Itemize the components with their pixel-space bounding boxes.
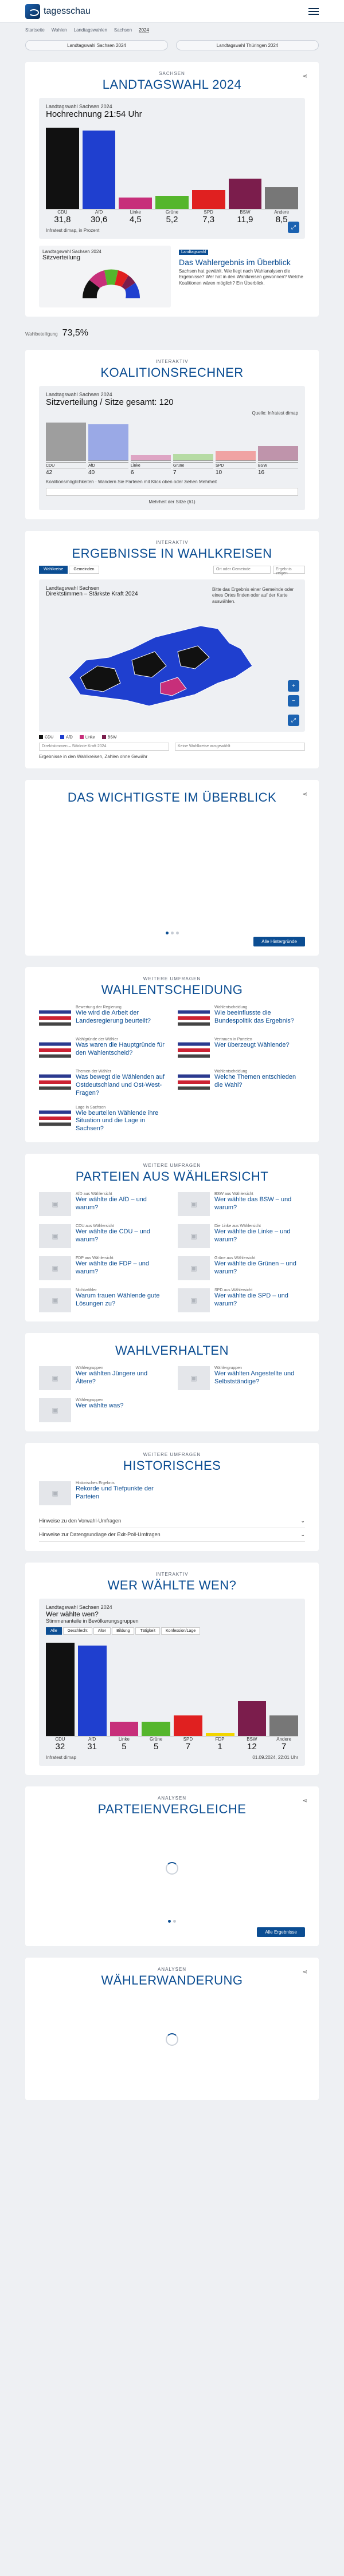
teaser-tile[interactable] <box>178 1037 305 1062</box>
breadcrumb-item[interactable]: Wahlen <box>51 27 67 33</box>
teaser-tile[interactable] <box>178 1070 305 1097</box>
section-title: WER WÄHLTE WEN? <box>107 1577 237 1592</box>
overview-teaser[interactable] <box>179 246 305 307</box>
tile-kicker: Themen der Wähler <box>76 1070 111 1074</box>
turnout-value: 73,5% <box>62 328 89 338</box>
party-value: 7 <box>281 1741 287 1751</box>
group-tabs <box>46 1627 298 1635</box>
teaser-tile[interactable] <box>178 1005 305 1029</box>
image-placeholder-icon: ▣ <box>178 1366 210 1390</box>
section-title: PARTEIENVERGLEICHE <box>97 1801 247 1816</box>
tile-title[interactable]: Wer wählte die CDU – und warum? <box>76 1228 151 1243</box>
party-label <box>229 210 262 224</box>
projection-source: Infratest dimap, in Prozent <box>46 228 100 233</box>
chart-thumbnail <box>39 1037 71 1062</box>
party-bar-fill <box>46 128 79 209</box>
party-value: 8,5 <box>275 215 288 224</box>
party-value: 11,9 <box>237 215 253 224</box>
map-mode-select[interactable]: Direktstimmen – Stärkste Kraft 2024 <box>39 743 169 751</box>
results-card <box>25 62 319 317</box>
section-title: LANDTAGSWAHL 2024 <box>102 77 242 92</box>
legend-swatch <box>80 735 84 739</box>
accordion-item[interactable]: Hinweise zur Datengrundlage der Exit-Poll-Umfragen ⌄ <box>39 1528 305 1542</box>
accordion-item[interactable]: Hinweise zu den Vorwahl-Umfragen ⌄ <box>39 1514 305 1528</box>
tile-kicker: Bewertung der Regierung <box>76 1005 122 1010</box>
who-voted-panel <box>39 1599 305 1766</box>
carousel-dots[interactable] <box>39 1920 305 1923</box>
party-label <box>46 210 79 224</box>
tile-title[interactable]: Wer wählte die AfD – und warum? <box>76 1196 147 1211</box>
party-bar <box>269 1715 298 1736</box>
party-name: Grüne <box>165 210 179 215</box>
teaser-text: Sachsen hat gewählt. Wie liegt nach Wahlanalysen die Ergebnisse? Wer hat in den Wahlkreisen gewonnen? Welche Koalitionen wären möglich? Ein Überblick. <box>179 269 303 286</box>
coalition-card <box>25 350 319 519</box>
party-bar-fill <box>78 1646 107 1736</box>
legend-swatch <box>39 735 43 739</box>
section-title: WAHLVERHALTEN <box>115 1343 229 1358</box>
legend-swatch <box>102 735 106 739</box>
image-placeholder-icon: ▣ <box>39 1481 71 1505</box>
party-bar-fill <box>206 1733 234 1736</box>
chart-thumbnail <box>39 1106 71 1130</box>
history-card <box>25 1443 319 1551</box>
image-placeholder-icon: ▣ <box>178 1224 210 1248</box>
party-name: BSW <box>240 210 251 215</box>
image-placeholder-icon: ▣ <box>178 1288 210 1312</box>
seat-box-subtitle: Landtagswahl Sachsen 2024 <box>42 249 101 254</box>
party-name: Grüne <box>150 1736 163 1742</box>
party-label <box>238 1737 267 1751</box>
turnout <box>0 328 344 350</box>
tile-kicker: Grüne aus Wählersicht <box>214 1256 256 1260</box>
party-name: BSW <box>247 1736 257 1742</box>
who-voted-date: 01.09.2024, 22:01 Uhr <box>252 1754 298 1760</box>
share-icon[interactable]: ⋖ <box>302 1969 307 1975</box>
tile-title[interactable]: Wer wählten Jüngere und Ältere? <box>76 1370 148 1385</box>
party-bar <box>174 1715 202 1736</box>
map-panel <box>39 579 305 732</box>
map-legend <box>39 735 305 739</box>
tile-title[interactable]: Wie beurteilen Wählende ihre Situation und die Lage in Sachsen? <box>76 1109 159 1133</box>
tile-title[interactable]: Wer wählte die Grünen – und warum? <box>214 1260 296 1275</box>
coalition-panel <box>39 386 305 510</box>
panel-title: Sitzverteilung / Sitze gesamt: 120 <box>46 397 174 407</box>
party-bar-fill <box>46 1643 75 1736</box>
party-label <box>46 1737 75 1751</box>
seat-label: CDU 42 <box>46 460 86 476</box>
party-bar-fill <box>174 1715 202 1736</box>
party-value: 7 <box>185 1741 191 1751</box>
tile-title[interactable]: Wer wählte die FDP – und warum? <box>76 1260 149 1275</box>
all-backgrounds-button[interactable]: Alle Hintergründe <box>253 937 305 946</box>
party-bar-fill <box>229 179 262 209</box>
party-bar <box>46 1643 75 1736</box>
image-placeholder-icon: ▣ <box>178 1192 210 1216</box>
map-note: Bitte das Ergebnis einer Gemeinde oder eines Ortes finden oder auf der Karte auswählen. <box>212 587 294 604</box>
teaser-tile[interactable] <box>178 1288 305 1312</box>
comparison-card <box>25 1786 319 1946</box>
tile-kicker: AfD aus Wählersicht <box>76 1192 112 1196</box>
election-select-thueringen[interactable]: Landtagswahl Thüringen 2024 <box>176 40 319 50</box>
party-label <box>142 1737 170 1751</box>
section-title: KOALITIONSRECHNER <box>100 365 244 380</box>
party-label <box>269 1737 298 1751</box>
section-kicker: WEITERE UMFRAGEN <box>143 1162 201 1168</box>
section-title: ERGEBNISSE IN WAHLKREISEN <box>72 546 272 561</box>
party-bar <box>142 1722 170 1736</box>
party-bar-fill <box>238 1701 267 1736</box>
expand-icon[interactable]: ⤢ <box>288 222 299 233</box>
tile-title[interactable]: Wer wählte das BSW – und warum? <box>214 1196 292 1211</box>
seat-label: BSW 16 <box>258 460 298 476</box>
party-value: 5,2 <box>166 215 178 224</box>
map-district-select[interactable]: Keine Wahlkreise ausgewählt <box>175 743 305 751</box>
party-bar <box>229 179 262 209</box>
breadcrumb-item[interactable]: Startseite <box>25 27 45 33</box>
seat-label: Grüne 7 <box>173 460 213 476</box>
seat-bar <box>216 451 256 460</box>
loading-area <box>39 1988 305 2091</box>
decision-grid <box>39 1005 305 1133</box>
party-name: AfD <box>95 210 103 215</box>
seat-half-donut <box>42 261 167 301</box>
tile-title[interactable]: Wie wird die Arbeit der Landesregierung beurteilt? <box>76 1009 151 1025</box>
group-tab[interactable]: Bildung <box>112 1627 134 1635</box>
teaser-tile[interactable] <box>178 1256 305 1280</box>
teaser-tile[interactable] <box>39 1398 166 1422</box>
share-icon[interactable]: ⋖ <box>302 791 307 798</box>
party-name: Linke <box>130 210 141 215</box>
image-placeholder-icon: ▣ <box>39 1398 71 1422</box>
group-tab[interactable]: Alter <box>93 1627 111 1635</box>
tile-kicker: Wahlgründe der Wähler <box>76 1037 118 1042</box>
chart-thumbnail <box>39 1070 71 1094</box>
who-voted-bars <box>46 1639 298 1737</box>
tile-kicker: Wählergruppen <box>214 1366 242 1370</box>
section-title: HISTORISCHES <box>123 1458 221 1473</box>
map-search-input[interactable]: Ort oder Gemeinde <box>213 566 271 574</box>
seat-bar <box>46 423 86 460</box>
teaser-tile[interactable] <box>178 1224 305 1248</box>
tile-kicker: FDP aus Wählersicht <box>76 1256 114 1260</box>
party-bar-fill <box>269 1715 298 1736</box>
seat-distribution-box[interactable] <box>39 246 171 307</box>
notes-accordion <box>39 1514 305 1542</box>
map-footer: Ergebnisse in den Wahlkreisen, Zahlen ohne Gewähr <box>39 754 148 760</box>
party-name: SPD <box>183 1736 193 1742</box>
teaser-tile[interactable] <box>39 1224 166 1248</box>
history-tile[interactable] <box>39 1481 166 1505</box>
party-bar <box>119 198 152 209</box>
breadcrumb <box>0 23 344 35</box>
party-bar <box>155 196 189 209</box>
section-kicker: ANALYSEN <box>157 1795 187 1801</box>
seat-label: SPD 10 <box>216 460 256 476</box>
highlights-carousel[interactable] <box>39 805 305 937</box>
section-kicker: WEITERE UMFRAGEN <box>143 976 201 982</box>
party-bar <box>46 128 79 209</box>
teaser-tile[interactable] <box>178 1192 305 1216</box>
tile-title[interactable]: Wer wählte was? <box>76 1402 124 1409</box>
party-bar <box>238 1701 267 1736</box>
tile-title[interactable]: Rekorde und Tiefpunkte der Parteien <box>76 1485 154 1500</box>
zoom-out-icon[interactable]: − <box>288 695 299 707</box>
tab-gemeinden[interactable]: Gemeinden <box>69 566 99 574</box>
party-value: 30,6 <box>90 215 108 224</box>
decision-card <box>25 967 319 1142</box>
tile-kicker: Wählergruppen <box>76 1398 103 1402</box>
loading-spinner-icon <box>166 1862 178 1875</box>
seat-bar <box>131 455 171 460</box>
section-kicker: INTERAKTIV <box>155 359 189 364</box>
panel-subtitle: Landtagswahl Sachsen 2024 <box>46 104 112 109</box>
party-label <box>174 1737 202 1751</box>
party-name: AfD <box>88 1736 96 1742</box>
map-selects <box>39 743 305 751</box>
breadcrumb-item[interactable]: Landtagswahlen <box>73 27 107 33</box>
party-name: FDP <box>215 1736 225 1742</box>
turnout-label: Wahlbeteiligung <box>25 332 58 337</box>
teaser-tile[interactable] <box>39 1106 166 1133</box>
panel-subtitle-2: Stimmenanteile in Bevölkerungsgruppen <box>46 1618 139 1624</box>
tile-kicker: Lage in Sachsen <box>76 1105 106 1110</box>
teaser-tile[interactable] <box>39 1366 166 1390</box>
parties-card <box>25 1154 319 1321</box>
tile-title[interactable]: Wer wählte die SPD – und warum? <box>214 1292 288 1307</box>
teaser-badge: Landtagswahl <box>179 250 208 255</box>
parties-grid <box>39 1192 305 1312</box>
loading-spinner-icon <box>166 2033 178 2046</box>
legend-swatch <box>60 735 64 739</box>
coalition-dropzone[interactable] <box>46 488 298 496</box>
tile-kicker: Wählergruppen <box>76 1366 103 1370</box>
expand-icon[interactable]: ⤢ <box>288 715 299 726</box>
tab-wahlkreise[interactable]: Wahlkreise <box>39 566 68 574</box>
share-icon[interactable]: ⋖ <box>302 1797 307 1804</box>
who-voted-labels <box>46 1737 298 1751</box>
party-bar <box>110 1722 139 1736</box>
chart-thumbnail <box>178 1037 210 1062</box>
party-value: 32 <box>55 1741 65 1751</box>
site-header <box>0 0 344 23</box>
party-name: CDU <box>55 1736 65 1742</box>
party-label <box>110 1737 139 1751</box>
party-bar-fill <box>119 198 152 209</box>
tile-title[interactable]: Welche Themen entschieden die Wahl? <box>214 1074 296 1089</box>
teaser-tile[interactable] <box>39 1288 166 1312</box>
teaser-tile[interactable] <box>39 1192 166 1216</box>
coalition-labels <box>46 460 298 476</box>
teaser-tile[interactable] <box>39 1037 166 1062</box>
section-kicker: SACHSEN <box>159 71 185 76</box>
tile-kicker: Historisches Ergebnis <box>76 1481 115 1485</box>
highlights-card <box>25 780 319 956</box>
tile-title[interactable]: Wie beeinflusste die Bundespolitik das Ergebnis? <box>214 1009 294 1025</box>
seat-bar <box>258 446 298 460</box>
teaser-tile[interactable] <box>39 1256 166 1280</box>
party-value: 4,5 <box>129 215 142 224</box>
party-bar <box>78 1646 107 1736</box>
all-results-button[interactable]: Alle Ergebnisse <box>257 1927 305 1937</box>
constituency-map[interactable] <box>46 597 315 723</box>
group-tab[interactable]: Geschlecht <box>63 1627 92 1635</box>
panel-title: Wer wählte wen? <box>46 1609 99 1618</box>
party-label <box>206 1737 234 1751</box>
legend-item: BSW <box>102 735 117 739</box>
panel-title: Hochrechnung 21:54 Uhr <box>46 109 142 119</box>
chart-thumbnail <box>178 1070 210 1094</box>
carousel-dots[interactable] <box>166 932 179 934</box>
party-value: 31 <box>87 1741 97 1751</box>
panel-subtitle: Landtagswahl Sachsen <box>46 585 100 591</box>
section-kicker: INTERAKTIV <box>155 540 189 545</box>
projection-labels <box>46 210 298 224</box>
image-placeholder-icon: ▣ <box>39 1366 71 1390</box>
section-title: WAHLENTSCHEIDUNG <box>101 983 243 997</box>
panel-title: Direktstimmen – Stärkste Kraft 2024 <box>46 591 138 597</box>
tile-kicker: Nichtwähler <box>76 1288 97 1292</box>
party-label <box>78 1737 107 1751</box>
projection-panel <box>39 98 305 239</box>
loading-area <box>39 1817 305 1920</box>
tile-title[interactable]: Was waren die Hauptgründe für den Wahlentscheid? <box>76 1042 165 1057</box>
party-label <box>155 210 189 224</box>
chevron-down-icon: ⌄ <box>300 1531 305 1537</box>
behaviour-card <box>25 1333 319 1431</box>
menu-icon[interactable] <box>308 8 319 15</box>
party-value: 5 <box>153 1741 159 1751</box>
teaser-title[interactable]: Das Wahlergebnis im Überblick <box>179 258 291 267</box>
party-bar <box>192 190 225 209</box>
section-kicker: WEITERE UMFRAGEN <box>143 1451 201 1457</box>
party-bar <box>206 1733 234 1736</box>
image-placeholder-icon: ▣ <box>39 1256 71 1280</box>
constituency-card <box>25 531 319 768</box>
coalition-source: Quelle: Infratest dimap <box>252 411 298 416</box>
party-value: 12 <box>247 1741 257 1751</box>
party-value: 7,3 <box>202 215 215 224</box>
party-value: 31,8 <box>54 215 71 224</box>
party-name: Andere <box>274 210 290 215</box>
tile-kicker: SPD aus Wählersicht <box>214 1288 253 1292</box>
tile-kicker: Wahlentscheidung <box>214 1070 248 1074</box>
party-label <box>83 210 116 224</box>
migration-card <box>25 1958 319 2100</box>
who-voted-card <box>25 1563 319 1775</box>
map-search-button[interactable]: Ergebnis zeigen <box>273 566 305 574</box>
zoom-in-icon[interactable]: + <box>288 680 299 692</box>
map-controls <box>39 566 305 574</box>
tile-title[interactable]: Wer wählten Angestellte und Selbstständige? <box>214 1370 295 1385</box>
legend-item: CDU <box>39 735 53 739</box>
teaser-tile[interactable] <box>39 1070 166 1097</box>
group-tab[interactable]: Tätigkeit <box>135 1627 159 1635</box>
seat-label: AfD 40 <box>88 460 128 476</box>
chevron-down-icon: ⌄ <box>300 1517 305 1524</box>
election-selects <box>0 35 344 62</box>
section-title: WÄHLERWANDERUNG <box>101 1973 243 1987</box>
legend-item: AfD <box>60 735 73 739</box>
party-bar-fill <box>83 131 116 209</box>
chart-thumbnail <box>178 1005 210 1029</box>
seat-bar <box>173 454 213 460</box>
party-bar <box>83 131 116 209</box>
coalition-hint: Koalitionsmöglichkeiten · Wandern Sie Parteien mit Klick oben oder ziehen Mehrheit <box>46 479 217 484</box>
party-bar-fill <box>142 1722 170 1736</box>
projection-bars <box>46 124 298 210</box>
panel-subtitle: Landtagswahl Sachsen 2024 <box>46 1604 112 1610</box>
behaviour-grid <box>39 1366 305 1422</box>
tile-title[interactable]: Warum trauen Wählende gute Lösungen zu? <box>76 1292 160 1307</box>
logo-icon <box>25 4 40 19</box>
section-title: DAS WICHTIGSTE IM ÜBERBLICK <box>67 790 277 805</box>
image-placeholder-icon: ▣ <box>39 1288 71 1312</box>
party-name: CDU <box>57 210 68 215</box>
party-label <box>192 210 225 224</box>
section-title: PARTEIEN AUS WÄHLERSICHT <box>75 1169 269 1184</box>
breadcrumb-current: 2024 <box>139 27 149 33</box>
group-tab[interactable]: Konfession/Lage <box>161 1627 200 1635</box>
tile-title[interactable]: Wer überzeugt Wählende? <box>214 1042 290 1049</box>
image-placeholder-icon: ▣ <box>39 1192 71 1216</box>
group-tab[interactable]: Alle <box>46 1627 62 1635</box>
tile-kicker: Wahlentscheidung <box>214 1005 248 1010</box>
party-bar-fill <box>192 190 225 209</box>
election-select-sachsen[interactable]: Landtagswahl Sachsen 2024 <box>25 40 168 50</box>
party-value: 5 <box>122 1741 127 1751</box>
brand-name: tagesschau <box>44 6 91 16</box>
party-name: Linke <box>118 1736 130 1742</box>
seat-label: Linke 6 <box>131 460 171 476</box>
chart-thumbnail <box>39 1005 71 1029</box>
teaser-tile[interactable] <box>178 1366 305 1390</box>
seat-box-title: Sitzverteilung <box>42 254 81 261</box>
tile-kicker: CDU aus Wählersicht <box>76 1224 114 1228</box>
majority-label: Mehrheit der Sitze (61) <box>148 499 196 504</box>
party-name: Andere <box>276 1736 292 1742</box>
party-value: 1 <box>217 1741 222 1751</box>
party-bar-fill <box>265 187 298 209</box>
tile-kicker: Die Linke aus Wählersicht <box>214 1224 261 1228</box>
party-bar-fill <box>110 1722 139 1736</box>
legend-item: Linke <box>80 735 95 739</box>
image-placeholder-icon: ▣ <box>178 1256 210 1280</box>
tile-title[interactable]: Wer wählte die Linke – und warum? <box>214 1228 291 1243</box>
who-voted-source: Infratest dimap <box>46 1754 76 1760</box>
party-bar <box>265 187 298 209</box>
panel-subtitle: Landtagswahl Sachsen 2024 <box>46 392 112 397</box>
teaser-tile[interactable] <box>39 1005 166 1029</box>
seat-bar <box>88 424 128 460</box>
tile-kicker: BSW aus Wählersicht <box>214 1192 253 1196</box>
party-bar-fill <box>155 196 189 209</box>
tile-kicker: Vertrauen in Parteien <box>214 1037 252 1042</box>
section-kicker: INTERAKTIV <box>155 1571 189 1577</box>
party-label <box>119 210 152 224</box>
brand-logo[interactable] <box>25 4 91 19</box>
tile-title[interactable]: Was bewegt die Wählenden auf Ostdeutschland und Ost-West-Fragen? <box>76 1074 165 1096</box>
share-icon[interactable]: ⋖ <box>302 73 307 80</box>
section-kicker: ANALYSEN <box>157 1966 187 1972</box>
coalition-bars <box>46 420 298 460</box>
party-name: SPD <box>204 210 213 215</box>
breadcrumb-item[interactable]: Sachsen <box>114 27 132 33</box>
image-placeholder-icon: ▣ <box>39 1224 71 1248</box>
